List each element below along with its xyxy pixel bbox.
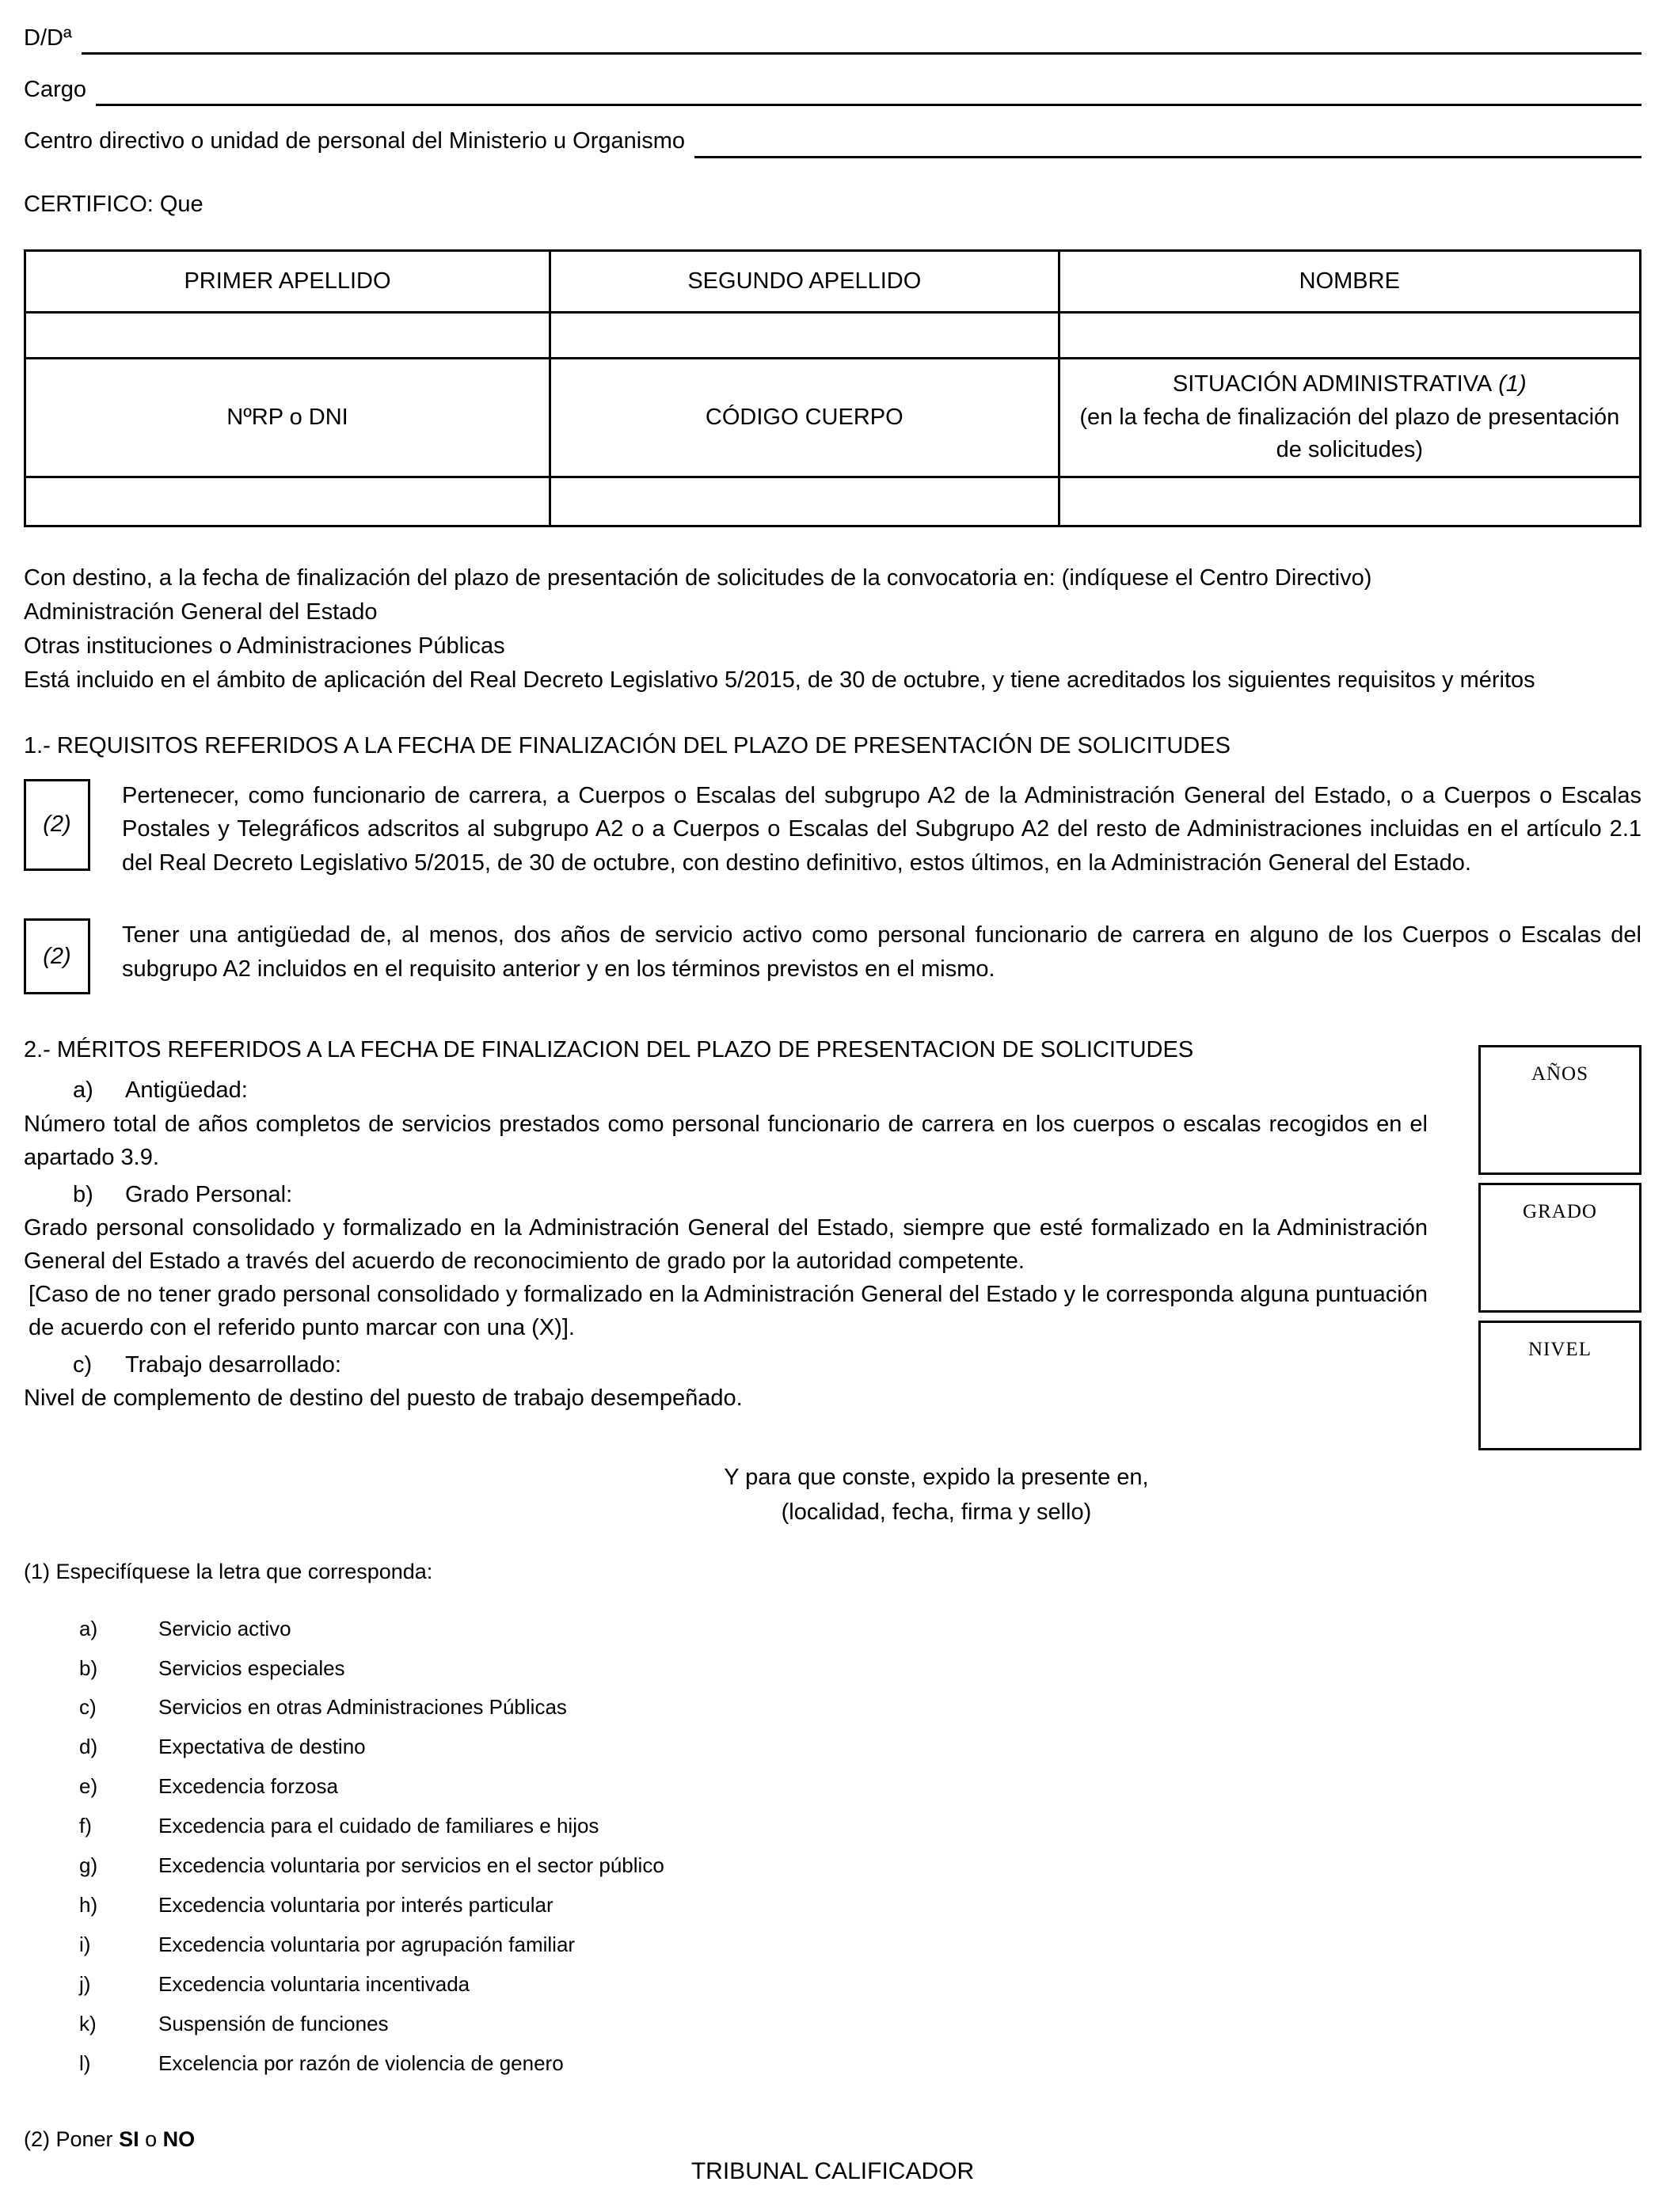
footnote-2-si: SI bbox=[119, 2127, 139, 2152]
option-text: Servicio activo bbox=[158, 1616, 291, 1640]
identity-table bbox=[24, 249, 1641, 527]
cell-segundo-apellido-value bbox=[550, 312, 1059, 358]
field-unit-blank bbox=[694, 131, 1641, 158]
footnote-1-ref: (1) bbox=[24, 1560, 50, 1584]
situacion-subtitle: (en la fecha de finalización del plazo de presentación de solicitudes) bbox=[1079, 404, 1620, 462]
option-letter: g) bbox=[79, 1853, 98, 1878]
option-letter: a) bbox=[79, 1616, 98, 1640]
requirement-item-1 bbox=[24, 779, 1641, 881]
cell-codigo-cuerpo-value bbox=[550, 477, 1059, 526]
list-item bbox=[79, 1891, 1641, 1920]
merit-a-letter: a) bbox=[73, 1077, 93, 1104]
header-nrp-dni: NºRP o DNI bbox=[25, 358, 550, 477]
merit-c-letter: c) bbox=[73, 1352, 93, 1378]
list-item bbox=[79, 1811, 1641, 1841]
header-nombre: NOMBRE bbox=[1059, 250, 1640, 312]
table-header-row-1 bbox=[25, 250, 1641, 312]
cell-primer-apellido-value bbox=[25, 312, 550, 358]
cell-situacion-value bbox=[1059, 477, 1640, 526]
section2-title: 2.- MÉRITOS REFERIDOS A LA FECHA DE FINALIZACION DEL PLAZO DE PRESENTACION DE SOLICITUDES bbox=[24, 1037, 1194, 1063]
grado-box bbox=[1478, 1183, 1641, 1313]
merit-b-title: Grado Personal: bbox=[125, 1181, 293, 1207]
footnote-2-no: NO bbox=[162, 2127, 196, 2152]
closing-line-1: Y para que conste, expido la presente en, bbox=[724, 1465, 1149, 1491]
section1-title: 1.- REQUISITOS REFERIDOS A LA FECHA DE FINALIZACIÓN DEL PLAZO DE PRESENTACIÓN DE SOLICITUDES bbox=[24, 733, 1231, 759]
nivel-box-label: NIVEL bbox=[1528, 1339, 1592, 1361]
requirement-item-2 bbox=[24, 918, 1641, 994]
situacion-title: SITUACIÓN ADMINISTRATIVA bbox=[1172, 371, 1493, 397]
merit-c-text: Nivel de complemento de destino del puesto de trabajo desempeñado. bbox=[24, 1385, 743, 1412]
anos-box bbox=[1478, 1045, 1641, 1175]
option-text: Excedencia voluntaria por servicios en el sector público bbox=[158, 1853, 664, 1878]
destination-line-1: Con destino, a la fecha de finalización del plazo de presentación de solicitudes de la convocatoria en: (indíquese el Centro Directivo) bbox=[24, 564, 1372, 591]
footnote-2-o: o bbox=[145, 2127, 158, 2152]
requirement-1-checkbox bbox=[24, 779, 90, 871]
requirement-2-text: Tener una antigüedad de, al menos, dos años de servicio activo como personal funcionario de carrera en alguno de los Cuerpos o Escalas del subgrupo A2 incluidos en el requisito anterior y en los términos previstos en el mismo. bbox=[122, 922, 1641, 982]
grado-box-label: GRADO bbox=[1523, 1201, 1597, 1223]
list-item bbox=[79, 1930, 1641, 1959]
option-text: Excelencia por razón de violencia de genero bbox=[158, 2050, 564, 2075]
anos-box-label: AÑOS bbox=[1531, 1063, 1589, 1085]
section2-content bbox=[24, 1034, 1478, 1530]
option-letter: f) bbox=[79, 1814, 92, 1838]
merit-a-heading bbox=[24, 1074, 1428, 1107]
requirement-1-ref: (2) bbox=[43, 811, 71, 837]
merit-c-heading bbox=[24, 1349, 1428, 1382]
option-text: Servicios en otras Administraciones Públicas bbox=[158, 1695, 567, 1720]
header-codigo-cuerpo: CÓDIGO CUERPO bbox=[550, 358, 1059, 477]
requirement-2-checkbox bbox=[24, 918, 90, 994]
field-name-line bbox=[24, 22, 1641, 55]
list-item bbox=[79, 1732, 1641, 1762]
option-letter: d) bbox=[79, 1735, 98, 1759]
option-text: Excedencia para el cuidado de familiares e hijos bbox=[158, 1814, 599, 1838]
tribunal-footer: TRIBUNAL CALIFICADOR bbox=[690, 2157, 975, 2184]
merit-b-heading bbox=[24, 1179, 1428, 1211]
option-letter: h) bbox=[79, 1892, 98, 1917]
footnote-2-prefix: (2) Poner bbox=[24, 2127, 113, 2152]
requirement-2-ref: (2) bbox=[43, 943, 71, 969]
option-letter: i) bbox=[79, 1932, 91, 1956]
field-name-blank bbox=[82, 29, 1641, 55]
destination-line-4: Está incluido en el ámbito de aplicación del Real Decreto Legislativo 5/2015, de 30 de octubre, y tiene acreditados los siguientes requisitos y méritos bbox=[24, 667, 1535, 694]
list-item bbox=[79, 1970, 1641, 1999]
option-text: Servicios especiales bbox=[158, 1655, 345, 1680]
situacion-ref: (1) bbox=[1498, 371, 1527, 397]
list-item bbox=[79, 1851, 1641, 1880]
option-letter: l) bbox=[79, 2050, 91, 2075]
field-unit-line bbox=[24, 125, 1641, 158]
field-position-label: Cargo bbox=[24, 77, 86, 103]
merit-b-letter: b) bbox=[73, 1181, 93, 1207]
list-item bbox=[79, 1654, 1641, 1683]
header-segundo-apellido: SEGUNDO APELLIDO bbox=[550, 250, 1059, 312]
field-position-line bbox=[24, 74, 1641, 106]
merit-a-text: Número total de años completos de servicios prestados como personal funcionario de carrera en los cuerpos o escalas recogidos en el apartado 3.9. bbox=[24, 1111, 1428, 1170]
option-text: Excedencia voluntaria incentivada bbox=[158, 1971, 470, 1996]
field-unit-label: Centro directivo o unidad de personal del Ministerio u Organismo bbox=[24, 128, 685, 154]
header-situacion-administrativa bbox=[1059, 358, 1640, 477]
option-text: Excedencia voluntaria por interés particular bbox=[158, 1892, 553, 1917]
merit-b-text-1: Grado personal consolidado y formalizado en la Administración General del Estado, siempre que esté formalizado en la Administración General del Estado a través del acuerdo de reconocimiento de grado por la autoridad competente. bbox=[24, 1214, 1428, 1274]
list-item bbox=[79, 2049, 1641, 2078]
table-header-row-2 bbox=[25, 358, 1641, 477]
destination-line-2: Administración General del Estado bbox=[24, 599, 378, 625]
option-text: Expectativa de destino bbox=[158, 1735, 366, 1759]
requirement-1-text: Pertenecer, como funcionario de carrera, a Cuerpos o Escalas del subgrupo A2 de la Administración General del Estado, o a Cuerpos o Escalas Postales y Telegráficos adscritos al subgrupo A2 o a Cuerpos o Escalas del Subgrupo A2 del resto de Administraciones incluidas en el artículo 2.1 del Real Decreto Legislativo 5/2015, de 30 de octubre, con destino definitivo, estos últimos, en la Administración General del Estado. bbox=[122, 782, 1641, 876]
closing-line-2: (localidad, fecha, firma y sello) bbox=[781, 1499, 1092, 1525]
merit-b-text-2: [Caso de no tener grado personal consolidado y formalizado en la Administración General del Estado y le corresponda alguna puntuación de acuerdo con el referido punto marcar con una (X)]. bbox=[29, 1281, 1428, 1341]
footnote-1 bbox=[24, 1556, 1641, 1587]
field-name-label: D/Dª bbox=[24, 25, 72, 51]
cell-nombre-value bbox=[1059, 312, 1640, 358]
list-item bbox=[79, 2009, 1641, 2039]
merit-a-title: Antigüedad: bbox=[125, 1077, 248, 1104]
closing-block bbox=[529, 1461, 1343, 1530]
destination-line-3: Otras instituciones o Administraciones Públicas bbox=[24, 633, 505, 659]
option-letter: c) bbox=[79, 1695, 97, 1720]
option-letter: j) bbox=[79, 1971, 91, 1996]
option-letter: e) bbox=[79, 1774, 98, 1799]
header-primer-apellido: PRIMER APELLIDO bbox=[25, 250, 550, 312]
letter-options-list bbox=[79, 1614, 1641, 2088]
table-empty-row-2 bbox=[25, 477, 1641, 526]
footnote-2 bbox=[24, 2124, 1641, 2154]
option-letter: k) bbox=[79, 2011, 97, 2035]
list-item bbox=[79, 1693, 1641, 1722]
list-item bbox=[79, 1614, 1641, 1644]
side-boxes-column bbox=[1478, 1034, 1641, 1530]
nivel-box bbox=[1478, 1321, 1641, 1450]
table-empty-row-1 bbox=[25, 312, 1641, 358]
footnote-1-text: Especifíquese la letra que corresponda: bbox=[55, 1560, 433, 1584]
destination-paragraph bbox=[24, 562, 1641, 699]
merit-c-title: Trabajo desarrollado: bbox=[125, 1352, 341, 1378]
section2-wrapper bbox=[24, 1034, 1641, 1530]
option-text: Excedencia voluntaria por agrupación familiar bbox=[158, 1932, 576, 1956]
field-position-blank bbox=[96, 80, 1641, 106]
option-text: Excedencia forzosa bbox=[158, 1774, 338, 1799]
option-letter: b) bbox=[79, 1655, 98, 1680]
cell-nrp-dni-value bbox=[25, 477, 550, 526]
certify-heading: CERTIFICO: Que bbox=[24, 191, 204, 217]
option-text: Suspensión de funciones bbox=[158, 2011, 389, 2035]
list-item bbox=[79, 1772, 1641, 1801]
